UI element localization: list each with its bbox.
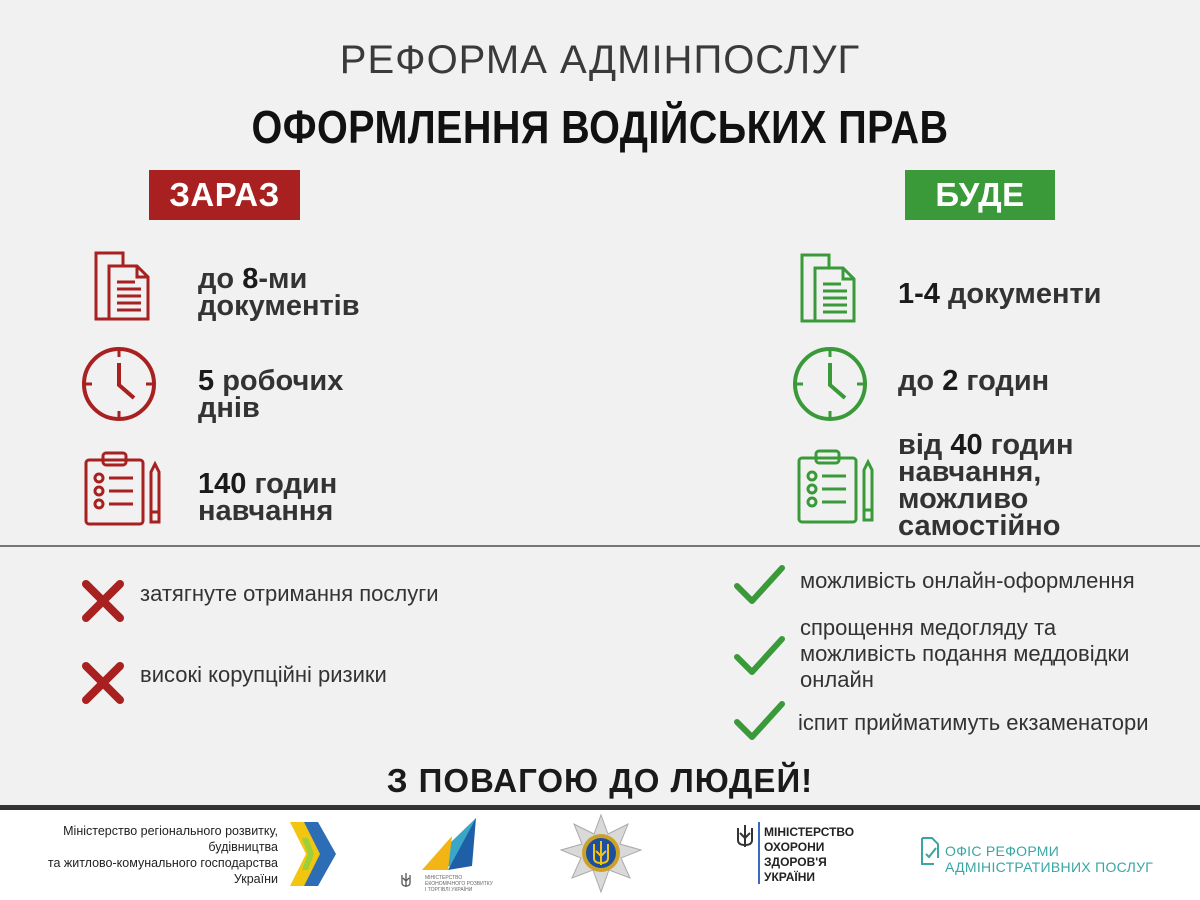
stat-text: самостійно — [898, 510, 1061, 542]
stat-number: 2 — [942, 365, 959, 397]
office-logo-icon — [918, 836, 942, 866]
stat-number: 8 — [242, 263, 259, 295]
pros-item-line: можливість подання меддовідки — [800, 641, 1130, 666]
now-badge: ЗАРАЗ — [149, 170, 300, 220]
minhealth-line: ЗДОРОВ'Я — [764, 855, 827, 869]
now-time-stat — [198, 365, 344, 424]
stat-text: документи — [939, 278, 1102, 310]
pros-item — [800, 615, 1129, 693]
stat-text: навчання — [198, 495, 334, 527]
stat-number: 40 — [950, 429, 983, 461]
mineconomy-line: І ТОРГІВЛІ УКРАЇНИ — [425, 887, 473, 893]
checkmark-icon — [732, 633, 786, 679]
stat-number: 1-4 — [898, 278, 940, 310]
stat-text: годин — [958, 365, 1050, 397]
slogan: З ПОВАГОЮ ДО ЛЮДЕЙ! — [386, 762, 814, 799]
pros-item-line: онлайн — [800, 667, 874, 692]
page-title: ОФОРМЛЕННЯ ВОДІЙСЬКИХ ПРАВ — [251, 101, 949, 153]
office-name: ОФІС РЕФОРМИ АДМІНІСТРАТИВНИХ ПОСЛУГ — [945, 843, 1154, 875]
stat-text: від — [898, 429, 951, 461]
stat-number: 140 — [198, 468, 247, 500]
document-icon — [797, 252, 859, 324]
minregion-line: Міністерство регіонального розвитку, — [63, 824, 278, 838]
supertitle: РЕФОРМА АДМІНПОСЛУГ — [339, 38, 861, 82]
minregion-line: та житлово-комунального господарства — [47, 856, 278, 870]
stat-text: документів — [198, 290, 360, 322]
minregion-line: України — [233, 872, 278, 886]
stat-text: днів — [198, 392, 260, 424]
trident-icon — [400, 872, 412, 888]
clock-icon — [791, 345, 871, 425]
minregion-name — [30, 823, 278, 887]
cons-item: високі корупційні ризики — [140, 662, 387, 687]
stat-text: до — [198, 263, 243, 295]
now-documents-stat — [198, 263, 360, 322]
stat-text: до — [898, 365, 943, 397]
pros-item: можливість онлайн-оформлення — [800, 568, 1135, 593]
stat-text: годин — [246, 468, 338, 500]
pros-item: іспит прийматимуть екзаменатори — [798, 710, 1149, 735]
trident-icon — [735, 823, 755, 849]
cross-icon — [80, 660, 126, 706]
clipboard-checklist-icon — [83, 450, 165, 528]
minregion-line: будівництва — [208, 840, 278, 854]
will-documents-stat — [898, 278, 1102, 310]
minhealth-line: УКРАЇНИ — [764, 870, 816, 884]
divider — [0, 545, 1200, 547]
cons-item: затягнуте отримання послуги — [140, 581, 439, 606]
minhealth-line: МІНІСТЕРСТВО — [764, 825, 855, 839]
mineconomy-line: МІНІСТЕРСТВО — [425, 875, 463, 881]
will-badge: БУДЕ — [905, 170, 1055, 220]
mineconomy-line: ЕКОНОМІЧНОГО РОЗВИТКУ — [425, 881, 493, 887]
mineconomy-logo-icon — [418, 814, 480, 874]
will-training-stat — [898, 429, 1074, 542]
checkmark-icon — [732, 698, 786, 744]
clipboard-checklist-icon — [796, 448, 878, 526]
document-icon — [93, 250, 151, 322]
stat-text: робочих — [214, 365, 344, 397]
stat-text: навчання, — [898, 456, 1042, 488]
chevron-logo-icon — [288, 818, 340, 890]
cross-icon — [80, 578, 126, 624]
stat-text: годин — [982, 429, 1074, 461]
stat-text: можливо — [898, 483, 1029, 515]
minhealth-line: ОХОРОНИ — [764, 840, 825, 854]
checkmark-icon — [732, 562, 786, 608]
pros-item-line: спрощення медогляду та — [800, 615, 1057, 640]
minhealth-separator — [758, 822, 760, 884]
police-star-icon — [558, 812, 644, 896]
stat-number: 5 — [198, 365, 215, 397]
clock-icon — [80, 345, 160, 425]
stat-text: -ми — [258, 263, 308, 295]
now-training-stat — [198, 468, 338, 527]
minhealth-name — [764, 825, 854, 885]
mineconomy-name — [425, 875, 495, 893]
will-time-stat — [898, 365, 1050, 397]
